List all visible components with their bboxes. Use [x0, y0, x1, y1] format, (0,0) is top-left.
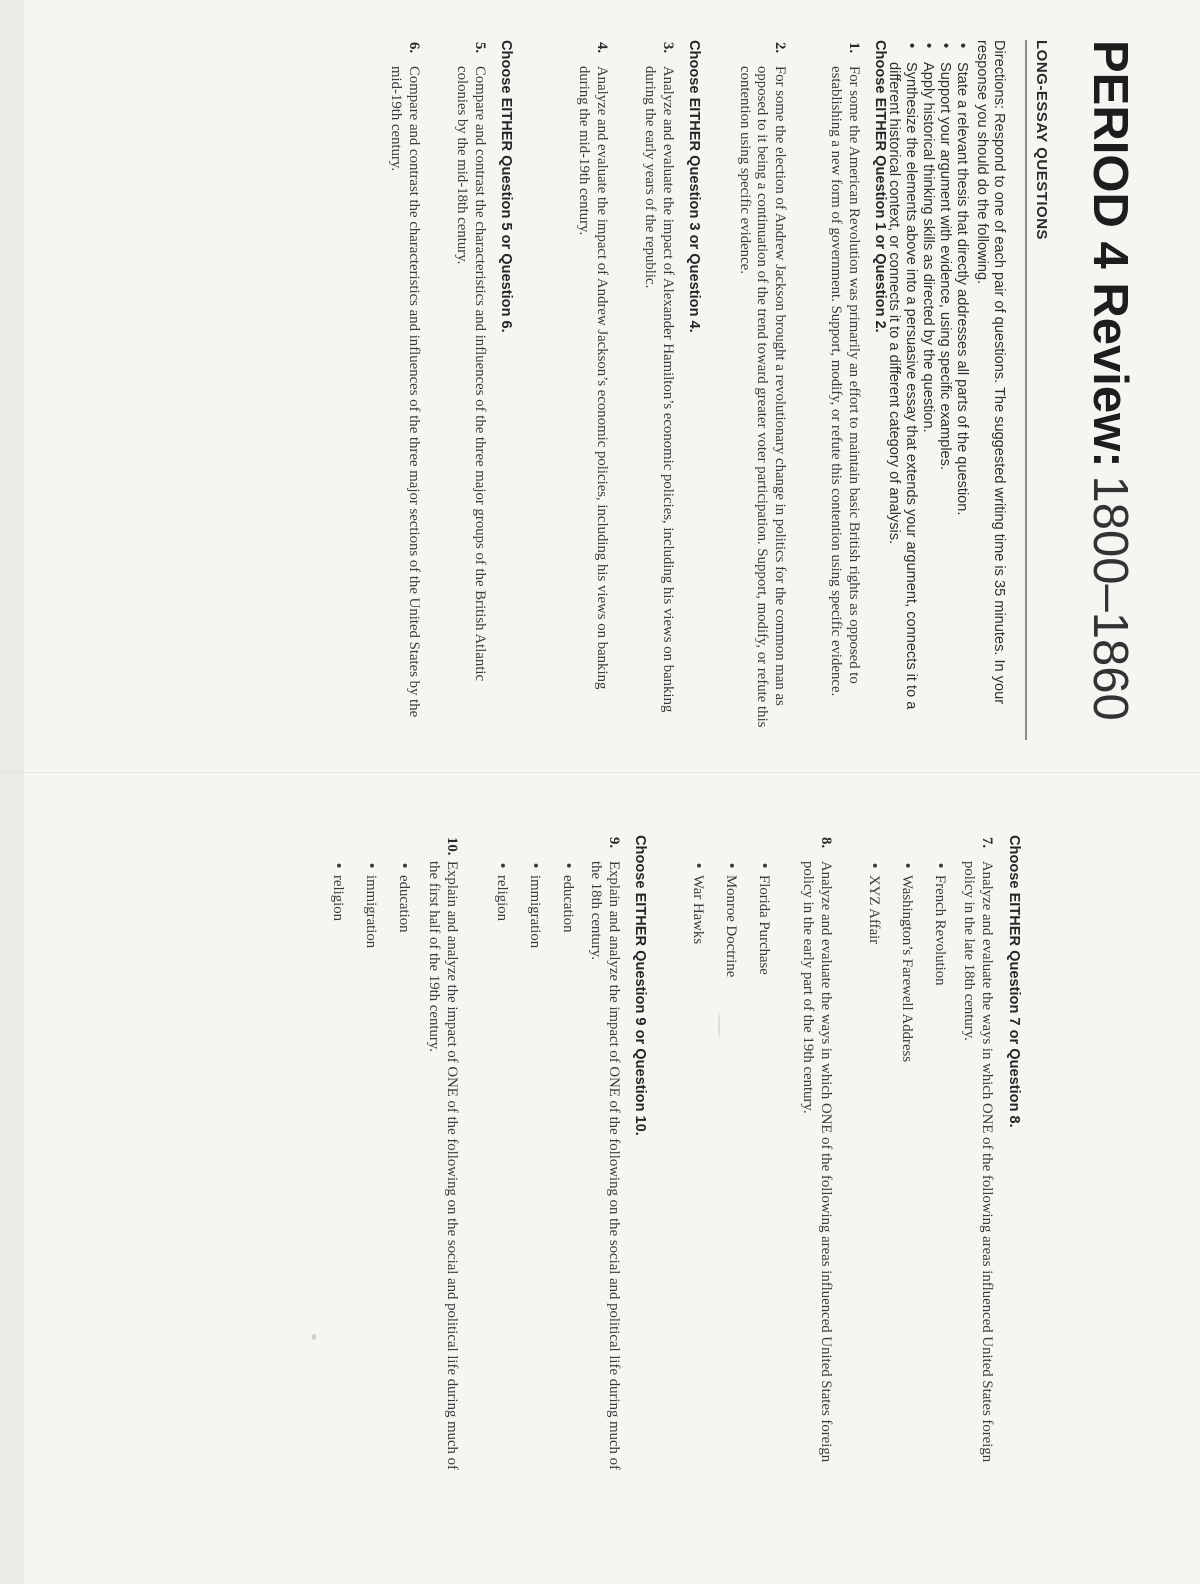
option-item: • religion [330, 863, 346, 922]
choose-heading-q9-q10: Choose EITHER Question 9 or Question 10. [632, 835, 648, 1136]
option-item: • immigration [527, 863, 543, 949]
question-3: 3. Analyze and evaluate the impact of Alexander Hamilton’s economic policies, including his views on banking during the early years of the republic. [642, 42, 676, 713]
option-item: • education [560, 863, 576, 933]
choose-heading-q3-q4: Choose EITHER Question 3 or Question 4. [686, 40, 702, 333]
choose-heading-q7-q8: Choose EITHER Question 7 or Question 8. [1006, 835, 1022, 1128]
heading-divider [1025, 40, 1027, 740]
section-heading: LONG-ESSAY QUESTIONS [1033, 40, 1050, 241]
directions-bullet: • Apply historical thinking skills as directed by the question. [920, 43, 936, 433]
option-item: • religion [494, 863, 510, 922]
option-item: • War Hawks [690, 863, 706, 945]
question-9: 9. Explain and analyze the impact of ONE of the following on the social and political life during much of the 18th century. [588, 837, 622, 1470]
option-item: • education [396, 863, 412, 933]
question-7-options [849, 861, 948, 1062]
question-4: 4. Analyze and evaluate the impact of Andrew Jackson’s economic policies, including his views on banking during the mid-19th century. [576, 42, 610, 690]
option-item: • Monroe Doctrine [723, 863, 739, 978]
question-5: 5. Compare and contrast the characteristics and influences of the three major groups of the British Atlantic colonies by the mid-18th century. [454, 42, 488, 682]
question-7: 7. Analyze and evaluate the ways in which ONE of the following areas influenced United States foreign policy in the late 18th century. [961, 837, 995, 1463]
question-2: 2. For some the election of Andrew Jackson brought a revolutionary change in politics for the common man as opposed to it being a continuation of the trend toward greater voter participation. Support, modify, or refute this contention using specific evidence. [737, 42, 788, 728]
directions-bullet: • State a relevant thesis that directly addresses all parts of the question. [954, 43, 970, 516]
right-column [0, 835, 1200, 1475]
option-item: • immigration [363, 863, 379, 949]
option-item: • Washington’s Farewell Address [899, 863, 915, 1063]
title-date-range: 1800–1860 [1083, 475, 1137, 721]
question-10: 10. Explain and analyze the impact of ONE of the following on the social and political life during much of the first half of the 19th century. [426, 837, 460, 1470]
directions-bullet: • Support your argument with evidence, using specific examples. [937, 43, 953, 471]
option-item: • French Revolution [932, 863, 948, 986]
directions-bullets [885, 40, 970, 730]
title-period: PERIOD 4 Review: [1083, 40, 1137, 468]
left-column [0, 40, 1200, 740]
question-9-options [477, 861, 576, 948]
directions-bullet: • Synthesize the elements above into a persuasive essay that extends your argument, connects it to a different historical context, or connects it to a different category of analysis. [886, 43, 919, 710]
option-item: • XYZ Affair [866, 863, 882, 945]
question-8-options [673, 861, 772, 977]
page-title [1082, 40, 1138, 721]
question-6: 6. Compare and contrast the characteristics and influences of the three major sections of the United States by the mid-19th century. [388, 42, 422, 718]
question-8: 8. Analyze and evaluate the ways in which ONE of the following areas influenced United States foreign policy in the early part of the 19th century. [800, 837, 834, 1463]
choose-heading-q1-q2: Choose EITHER Question 1 or Question 2. [872, 40, 888, 333]
choose-heading-q5-q6: Choose EITHER Question 5 or Question 6. [498, 40, 514, 333]
option-item: • Florida Purchase [756, 863, 772, 975]
question-10-options [313, 861, 412, 948]
directions-text: Directions: Respond to one of each pair of questions. The suggested writing time is 35 minutes. In your response you should do the following. [974, 40, 1007, 705]
scan-fold-line [0, 772, 1200, 773]
question-1: 1. For some the American Revolution was primarily an effort to maintain basic British rights as opposed to establishing a new form of government. Support, modify, or refute this contention using specific evidence. [828, 42, 862, 697]
